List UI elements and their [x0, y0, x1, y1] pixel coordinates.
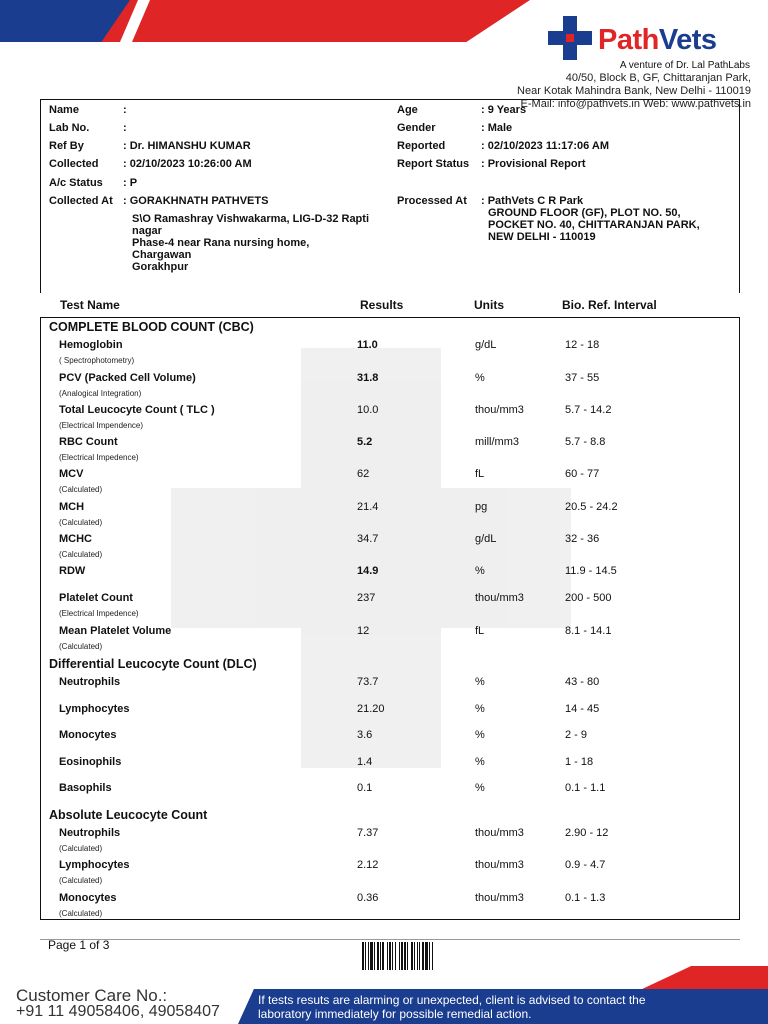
test-ref: 8.1 - 14.1	[565, 625, 612, 637]
test-result: 14.9	[357, 565, 379, 577]
section-alc: Absolute Leucocyte Count	[49, 808, 208, 822]
pathvets-logo	[546, 14, 758, 62]
collectedat-address-line: Phase-4 near Rana nursing home,	[132, 237, 310, 249]
test-ref: 200 - 500	[565, 592, 612, 604]
test-unit: fL	[475, 625, 485, 637]
test-ref: 5.7 - 8.8	[565, 436, 606, 448]
test-ref: 11.9 - 14.5	[565, 565, 617, 577]
col-ref-interval: Bio. Ref. Interval	[562, 298, 657, 312]
page-number: Page 1 of 3	[48, 938, 110, 952]
reportstatus-value: : Provisional Report	[481, 158, 586, 170]
test-method: (Calculated)	[59, 485, 103, 494]
barcode-icon	[362, 942, 468, 970]
test-method: (Calculated)	[59, 642, 103, 651]
processedat-value: : PathVets C R Park	[481, 195, 584, 207]
test-unit: thou/mm3	[475, 859, 524, 871]
test-name: Neutrophils	[59, 827, 121, 839]
test-ref: 32 - 36	[565, 533, 600, 545]
brand-tagline: A venture of Dr. Lal PathLabs	[619, 60, 750, 71]
test-method: ( Spectrophotometry)	[59, 356, 135, 365]
col-test-name: Test Name	[60, 298, 120, 312]
processedat-label: Processed At	[397, 195, 467, 207]
test-unit: pg	[475, 501, 488, 513]
processedat-address-line: NEW DELHI - 110019	[488, 231, 596, 243]
test-ref: 2 - 9	[565, 729, 588, 741]
test-ref: 12 - 18	[565, 339, 600, 351]
test-name: Total Leucocyte Count ( TLC )	[59, 404, 215, 416]
test-result: 21.4	[357, 501, 379, 513]
test-ref: 60 - 77	[565, 468, 600, 480]
acstatus-value: : P	[123, 177, 138, 189]
footer-divider	[40, 939, 740, 940]
test-ref: 5.7 - 14.2	[565, 404, 612, 416]
test-result: 0.1	[357, 782, 373, 794]
test-name: Monocytes	[59, 729, 117, 741]
labno-label: Lab No.	[49, 122, 90, 134]
test-ref: 0.1 - 1.1	[565, 782, 606, 794]
labno-value: :	[123, 122, 127, 134]
collectedat-address-line: Gorakhpur	[132, 261, 189, 273]
test-ref: 2.90 - 12	[565, 827, 609, 839]
test-result: 62	[357, 468, 370, 480]
test-name: Lymphocytes	[59, 703, 130, 715]
test-ref: 43 - 80	[565, 676, 600, 688]
test-name: Neutrophils	[59, 676, 121, 688]
test-result: 3.6	[357, 729, 373, 741]
test-method: (Calculated)	[59, 518, 103, 527]
test-name: Basophils	[59, 782, 112, 794]
test-unit: %	[475, 756, 485, 768]
test-method: (Calculated)	[59, 844, 103, 853]
reported-label: Reported	[397, 140, 446, 152]
test-unit: g/dL	[475, 533, 497, 545]
test-unit: %	[475, 676, 485, 688]
test-result: 5.2	[357, 436, 373, 448]
test-unit: %	[475, 729, 485, 741]
processedat-address	[488, 207, 738, 243]
test-unit: g/dL	[475, 339, 497, 351]
test-unit: thou/mm3	[475, 827, 524, 839]
test-unit: %	[475, 565, 485, 577]
test-result: 7.37	[357, 827, 379, 839]
test-result: 73.7	[357, 676, 379, 688]
test-name: PCV (Packed Cell Volume)	[59, 372, 196, 384]
reported-value: : 02/10/2023 11:17:06 AM	[481, 140, 610, 152]
test-unit: thou/mm3	[475, 892, 524, 904]
test-name: Lymphocytes	[59, 859, 130, 871]
test-name: RDW	[59, 565, 86, 577]
reportstatus-label: Report Status	[397, 158, 470, 170]
barcode-bar	[433, 942, 434, 970]
address-line-1: 40/50, Block B, GF, Chittaranjan Park,	[565, 72, 751, 84]
test-ref: 14 - 45	[565, 703, 600, 715]
test-ref: 0.9 - 4.7	[565, 859, 606, 871]
age-label: Age	[397, 104, 418, 116]
gender-value: : Male	[481, 122, 513, 134]
customer-care-label: Customer Care No.:	[16, 986, 168, 1005]
test-method: (Electrical Impendence)	[59, 421, 144, 430]
collectedat-value: : GORAKHNATH PATHVETS	[123, 195, 269, 207]
test-name: Monocytes	[59, 892, 117, 904]
test-result: 12	[357, 625, 370, 637]
results-table-header	[40, 298, 740, 318]
test-method: (Electrical Impedence)	[59, 609, 139, 618]
col-results: Results	[360, 298, 404, 312]
test-method: (Calculated)	[59, 550, 103, 559]
address-line-2: Near Kotak Mahindra Bank, New Delhi - 110019	[517, 85, 751, 97]
logo-word-vets: Vets	[658, 24, 717, 56]
test-name: Eosinophils	[59, 756, 122, 768]
test-unit: mill/mm3	[475, 436, 519, 448]
collected-value: : 02/10/2023 10:26:00 AM	[123, 158, 252, 170]
test-name: Hemoglobin	[59, 339, 123, 351]
test-result: 0.36	[357, 892, 379, 904]
section-dlc: Differential Leucocyte Count (DLC)	[49, 657, 257, 671]
test-name: Platelet Count	[59, 592, 133, 604]
test-unit: %	[475, 782, 485, 794]
test-result: 1.4	[357, 756, 373, 768]
test-ref: 20.5 - 24.2	[565, 501, 618, 513]
disclaimer-note: If tests resuts are alarming or unexpected, client is advised to contact the laboratory immediately for possible remedial action.	[258, 993, 646, 1021]
test-name: MCHC	[59, 533, 92, 545]
test-method: (Analogical Integration)	[59, 389, 142, 398]
customer-care-numbers: +91 11 49058406, 49058407	[16, 1003, 220, 1020]
acstatus-label: A/c Status	[49, 177, 103, 189]
test-result: 31.8	[357, 372, 379, 384]
test-method: (Electrical Impedence)	[59, 453, 139, 462]
test-name: MCH	[59, 501, 85, 513]
test-method: (Calculated)	[59, 909, 103, 918]
test-name: RBC Count	[59, 436, 118, 448]
name-value: :	[123, 104, 127, 116]
medical-cross-icon	[548, 16, 592, 60]
test-result: 21.20	[357, 703, 385, 715]
logo-word-path: Path	[598, 24, 659, 56]
collectedat-address	[132, 213, 372, 273]
processedat-address-line: POCKET NO. 40, CHITTARANJAN PARK,	[488, 219, 700, 231]
test-unit: fL	[475, 468, 485, 480]
test-ref: 37 - 55	[565, 372, 600, 384]
logo-wordmark	[598, 24, 717, 57]
test-method: (Calculated)	[59, 876, 103, 885]
test-unit: thou/mm3	[475, 404, 524, 416]
collected-label: Collected	[49, 158, 99, 170]
test-ref: 1 - 18	[565, 756, 594, 768]
processedat-address-line: GROUND FLOOR (GF), PLOT NO. 50,	[488, 207, 681, 219]
test-name: Mean Platelet Volume	[59, 625, 172, 637]
collectedat-address-line: nagar	[132, 225, 162, 237]
test-result: 237	[357, 592, 376, 604]
bottom-red-stripe	[640, 966, 768, 990]
results-table	[40, 317, 740, 920]
test-result: 34.7	[357, 533, 379, 545]
test-unit: thou/mm3	[475, 592, 524, 604]
test-result: 11.0	[357, 339, 378, 351]
test-result: 10.0	[357, 404, 379, 416]
gender-label: Gender	[397, 122, 436, 134]
contact-line: E-Mail: info@pathvets.in Web: www.pathvets.in	[520, 98, 751, 110]
test-name: MCV	[59, 468, 84, 480]
test-ref: 0.1 - 1.3	[565, 892, 606, 904]
refby-value: : Dr. HIMANSHU KUMAR	[123, 140, 251, 152]
collectedat-address-line: Chargawan	[132, 249, 192, 261]
refby-label: Ref By	[49, 140, 84, 152]
test-unit: %	[475, 703, 485, 715]
test-result: 2.12	[357, 859, 379, 871]
section-cbc: COMPLETE BLOOD COUNT (CBC)	[49, 320, 254, 334]
patient-info-box	[40, 99, 740, 293]
collectedat-label: Collected At	[49, 195, 113, 207]
name-label: Name	[49, 104, 79, 116]
age-value: : 9 Years	[481, 104, 527, 116]
test-unit: %	[475, 372, 485, 384]
collectedat-address-line: S\O Ramashray Vishwakarma, LIG-D-32 Rapti	[132, 213, 369, 225]
col-units: Units	[474, 298, 504, 312]
